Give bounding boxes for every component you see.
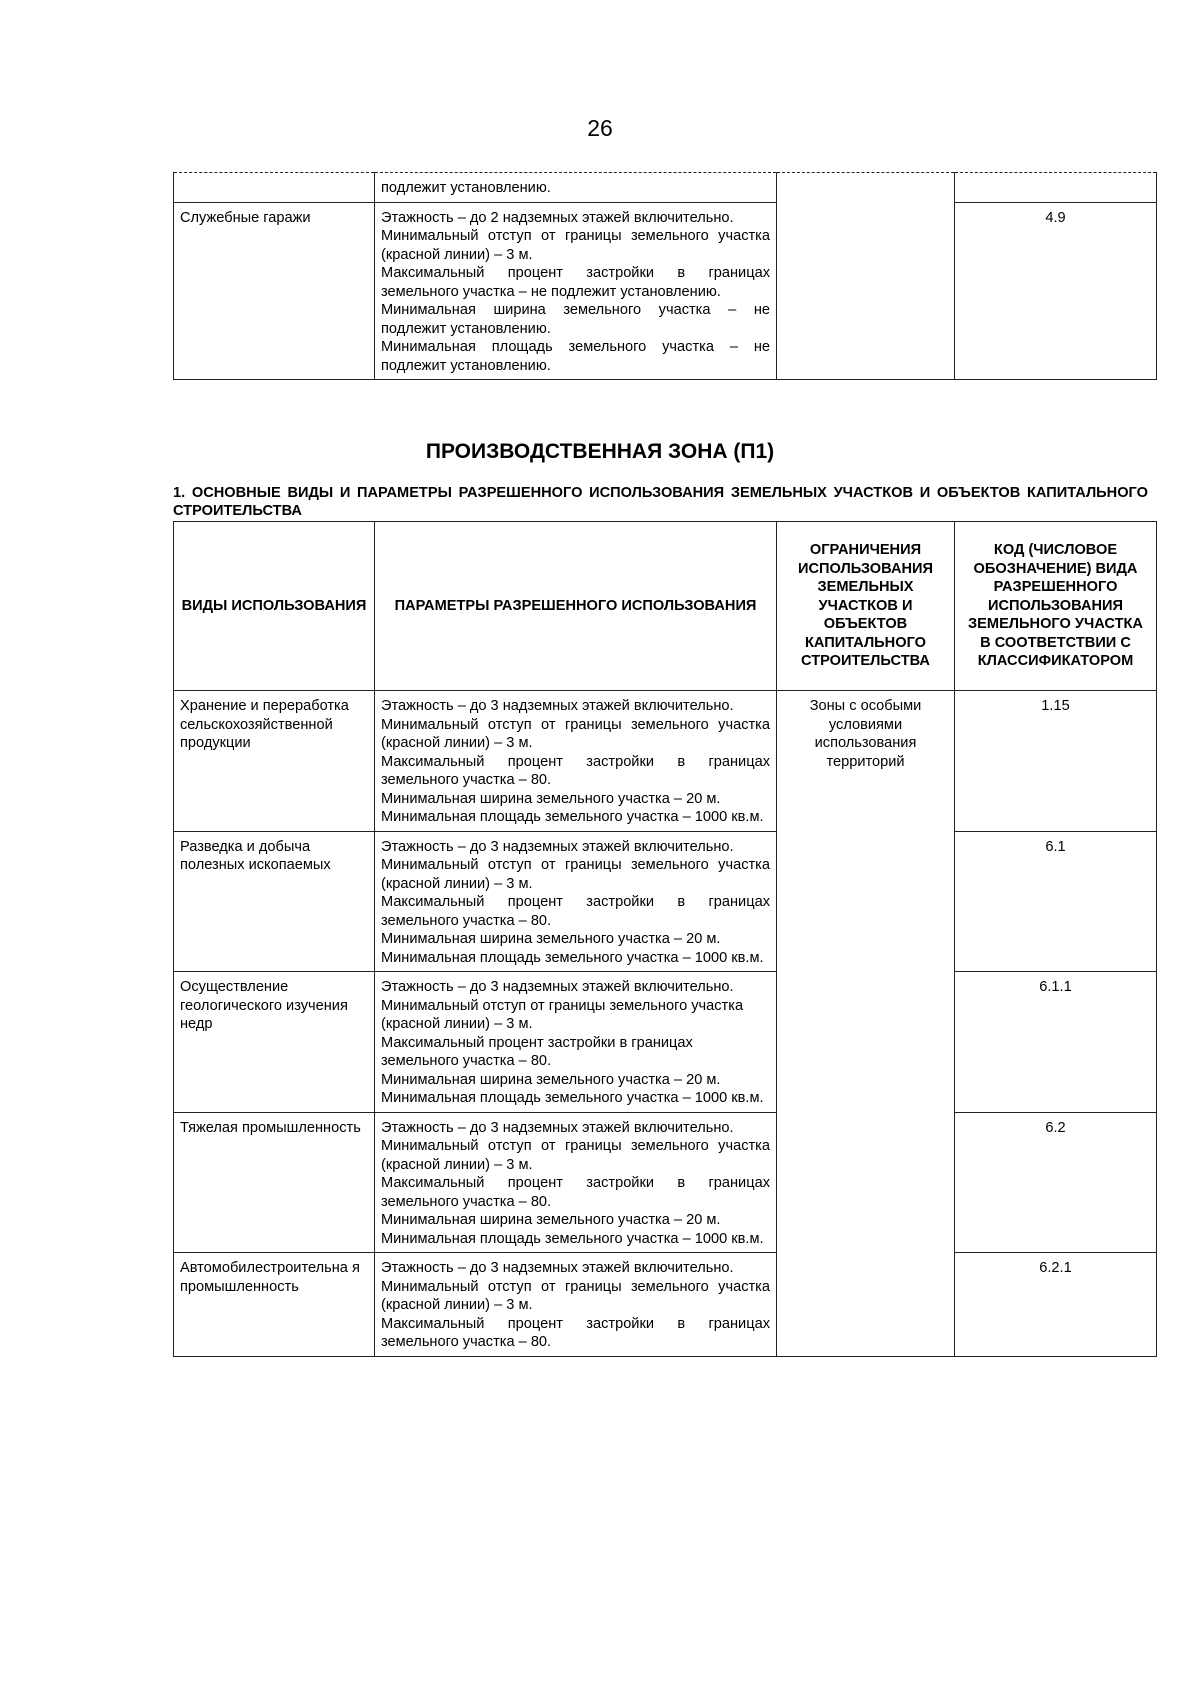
type-cell: Тяжелая промышленность [174, 1112, 375, 1253]
code-cell: 6.2.1 [955, 1253, 1157, 1357]
param-line: Этажность – до 3 надземных этажей включительно. [381, 698, 734, 714]
permitted-use-table [173, 521, 1157, 1357]
code-cell [955, 173, 1157, 203]
header-code: КОД (ЧИСЛОВОЕ ОБОЗНАЧЕНИЕ) ВИДА РАЗРЕШЕННОГО ИСПОЛЬЗОВАНИЯ ЗЕМЕЛЬНОГО УЧАСТКА В СООТВЕТСТВИИ С КЛАССИФИКАТОРОМ [955, 522, 1157, 691]
zone-title: ПРОИЗВОДСТВЕННАЯ ЗОНА (П1) [425, 440, 775, 463]
code-cell: 6.1 [955, 831, 1157, 972]
param-text: подлежит установлению. [381, 180, 551, 196]
param-line: Максимальный процент застройки в границах земельного участка – 80. [381, 1175, 770, 1210]
type-cell [174, 173, 375, 203]
param-line: Максимальный процент застройки в границах земельного участка – 80. [381, 1315, 770, 1350]
param-line: Минимальная площадь земельного участка – 1000 кв.м. [381, 1230, 764, 1247]
table-row [174, 1253, 1157, 1357]
table-row [174, 173, 1157, 203]
table-header-row [174, 522, 1157, 691]
param-line: Минимальная ширина земельного участка – 20 м. [381, 931, 721, 947]
type-cell: Разведка и добыча полезных ископаемых [174, 831, 375, 972]
restrictions-cell [777, 202, 955, 380]
table-row [174, 1112, 1157, 1253]
param-line: Минимальный отступ от границы земельного участка (красной линии) – 3 м. [381, 228, 770, 263]
param-line: Минимальная площадь земельного участка – 1000 кв.м. [381, 949, 764, 966]
restrictions-cell: Зоны с особыми условиями использования территорий [777, 691, 955, 1357]
param-line: Максимальный процент застройки в границах земельного участка – не подлежит установлению. [381, 265, 770, 300]
table-row [174, 972, 1157, 1113]
params-cell [375, 1112, 777, 1253]
params-cell [375, 831, 777, 972]
param-line: Максимальный процент застройки в границах земельного участка – 80. [381, 894, 770, 929]
code-cell: 6.1.1 [955, 972, 1157, 1113]
param-line: Минимальная площадь земельного участка – 1000 кв.м. [381, 809, 764, 825]
param-line: Минимальная ширина земельного участка – 20 м. [381, 1071, 721, 1088]
table-row [174, 691, 1157, 832]
params-cell [375, 691, 777, 832]
params-cell [375, 1253, 777, 1357]
params-cell [375, 972, 777, 1113]
param-line: Минимальный отступ от границы земельного участка (красной линии) – 3 м. [381, 1278, 770, 1313]
param-line: Минимальная площадь земельного участка – не подлежит установлению. [381, 339, 770, 374]
params-cell [375, 173, 777, 203]
header-params: ПАРАМЕТРЫ РАЗРЕШЕННОГО ИСПОЛЬЗОВАНИЯ [375, 522, 777, 691]
param-line: Минимальный отступ от границы земельного участка (красной линии) – 3 м. [381, 1138, 770, 1173]
code-cell: 1.15 [955, 691, 1157, 832]
table-row [174, 831, 1157, 972]
type-cell: Служебные гаражи [174, 202, 375, 380]
param-line: Минимальная ширина земельного участка – 20 м. [381, 790, 721, 807]
param-line: Этажность – до 3 надземных этажей включительно. [381, 979, 734, 995]
section-heading: 1. ОСНОВНЫЕ ВИДЫ И ПАРАМЕТРЫ РАЗРЕШЕННОГО ИСПОЛЬЗОВАНИЯ ЗЕМЕЛЬНЫХ УЧАСТКОВ И ОБЪЕКТОВ КАПИТАЛЬНОГО СТРОИТЕЛЬСТВА [173, 485, 1148, 519]
param-line: Этажность – до 3 надземных этажей включительно. [381, 1260, 734, 1276]
restrictions-cell [777, 173, 955, 203]
type-cell: Автомобилестроительна я промышленность [174, 1253, 375, 1357]
header-types: ВИДЫ ИСПОЛЬЗОВАНИЯ [174, 522, 375, 691]
param-line: Минимальный отступ от границы земельного участка (красной линии) – 3 м. [381, 857, 770, 892]
param-line: Этажность – до 2 надземных этажей включительно. [381, 209, 734, 226]
code-cell: 6.2 [955, 1112, 1157, 1253]
type-cell: Осуществление геологического изучения недр [174, 972, 375, 1113]
header-restrictions: ОГРАНИЧЕНИЯ ИСПОЛЬЗОВАНИЯ ЗЕМЕЛЬНЫХ УЧАСТКОВ И ОБЪЕКТОВ КАПИТАЛЬНОГО СТРОИТЕЛЬСТВА [777, 522, 955, 691]
table-row [174, 202, 1157, 380]
param-line: Этажность – до 3 надземных этажей включительно. [381, 1119, 734, 1136]
param-line: Этажность – до 3 надземных этажей включительно. [381, 838, 734, 855]
param-line: Минимальная площадь земельного участка – 1000 кв.м. [381, 1090, 764, 1106]
param-line: Минимальная ширина земельного участка – 20 м. [381, 1212, 721, 1228]
type-cell: Хранение и переработка сельскохозяйственной продукции [174, 691, 375, 832]
param-line: Максимальный процент застройки в границах земельного участка – 80. [381, 753, 770, 788]
param-line: Минимальный отступ от границы земельного участка (красной линии) – 3 м. [381, 997, 744, 1032]
param-line: Минимальный отступ от границы земельного участка (красной линии) – 3 м. [381, 716, 770, 751]
page-number: 26 [587, 115, 613, 141]
param-line: Максимальный процент застройки в границах земельного участка – 80. [381, 1034, 693, 1069]
param-line: Минимальная ширина земельного участка – не подлежит установлению. [381, 302, 770, 337]
params-cell [375, 202, 777, 380]
code-cell: 4.9 [955, 202, 1157, 380]
continuation-table [173, 172, 1157, 380]
